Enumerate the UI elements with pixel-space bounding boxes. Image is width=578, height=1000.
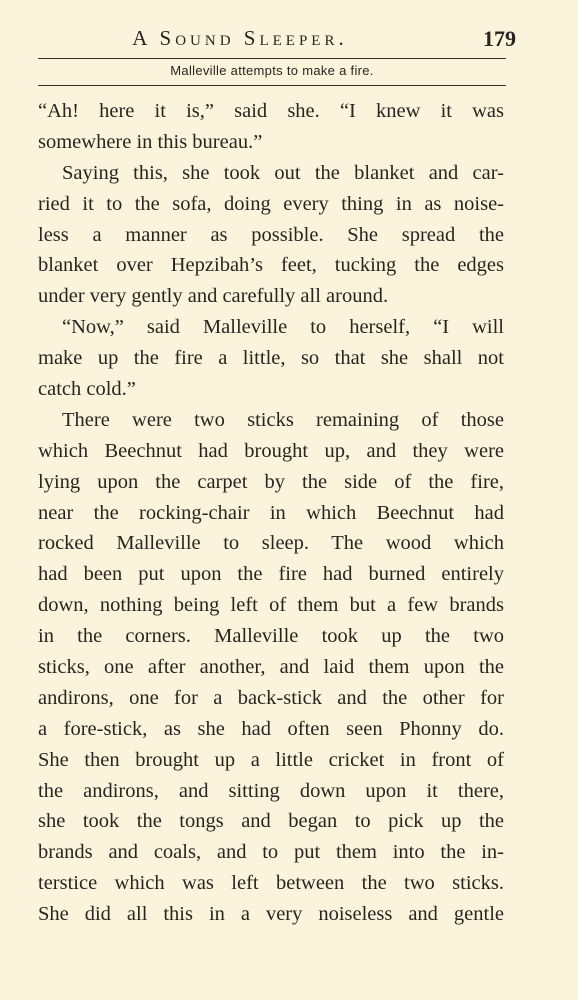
text-line: somewhere in this bureau.”	[38, 130, 263, 153]
page-number: 179	[483, 26, 516, 51]
text-line: which Beechnut had brought up, and they were	[38, 439, 504, 462]
text-line: andirons, one for a back-stick and the other for	[38, 686, 504, 709]
text-line: less a manner as possible. She spread the	[38, 223, 504, 246]
text-line: make up the fire a little, so that she shall not	[38, 347, 504, 370]
text-line: in the corners. Malleville took up the two	[38, 625, 504, 648]
body-text	[38, 96, 504, 930]
text-line: ried it to the sofa, doing every thing in as noise-	[38, 192, 504, 215]
text-line: a fore-stick, as she had often seen Phonny do.	[38, 717, 504, 740]
header-rule-top	[38, 58, 506, 59]
text-line: down, nothing being left of them but a few brands	[38, 594, 504, 617]
text-line: she took the tongs and began to pick up the	[38, 810, 504, 833]
text-line: “Ah! here it is,” said she. “I knew it was	[38, 100, 504, 122]
text-line: She then brought up a little cricket in front of	[38, 748, 504, 771]
text-line: near the rocking-chair in which Beechnut had	[38, 501, 504, 524]
header-rule-bottom	[38, 85, 506, 86]
section-subheading: Malleville attempts to make a fire.	[170, 63, 374, 78]
text-line: the andirons, and sitting down upon it there,	[38, 779, 504, 802]
text-line: rocked Malleville to sleep. The wood which	[38, 532, 504, 555]
text-line: catch cold.”	[38, 378, 136, 401]
running-head	[40, 24, 516, 54]
text-line: lying upon the carpet by the side of the fire,	[38, 470, 504, 493]
text-line: “Now,” said Malleville to herself, “I will	[62, 316, 504, 339]
text-line: under very gently and carefully all around.	[38, 285, 389, 308]
text-line: There were two sticks remaining of those	[62, 408, 504, 431]
text-line: She did all this in a very noiseless and gentle	[38, 903, 504, 926]
text-line: brands and coals, and to put them into the in-	[38, 841, 504, 864]
text-line: blanket over Hepzibah’s feet, tucking the edges	[38, 254, 504, 277]
text-line: had been put upon the fire had burned entirely	[38, 563, 504, 586]
running-title: A Sound Sleeper.	[132, 26, 348, 50]
text-line: Saying this, she took out the blanket and car-	[62, 161, 504, 184]
text-line: sticks, one after another, and laid them upon the	[38, 656, 504, 679]
text-line: terstice which was left between the two sticks.	[38, 872, 504, 895]
